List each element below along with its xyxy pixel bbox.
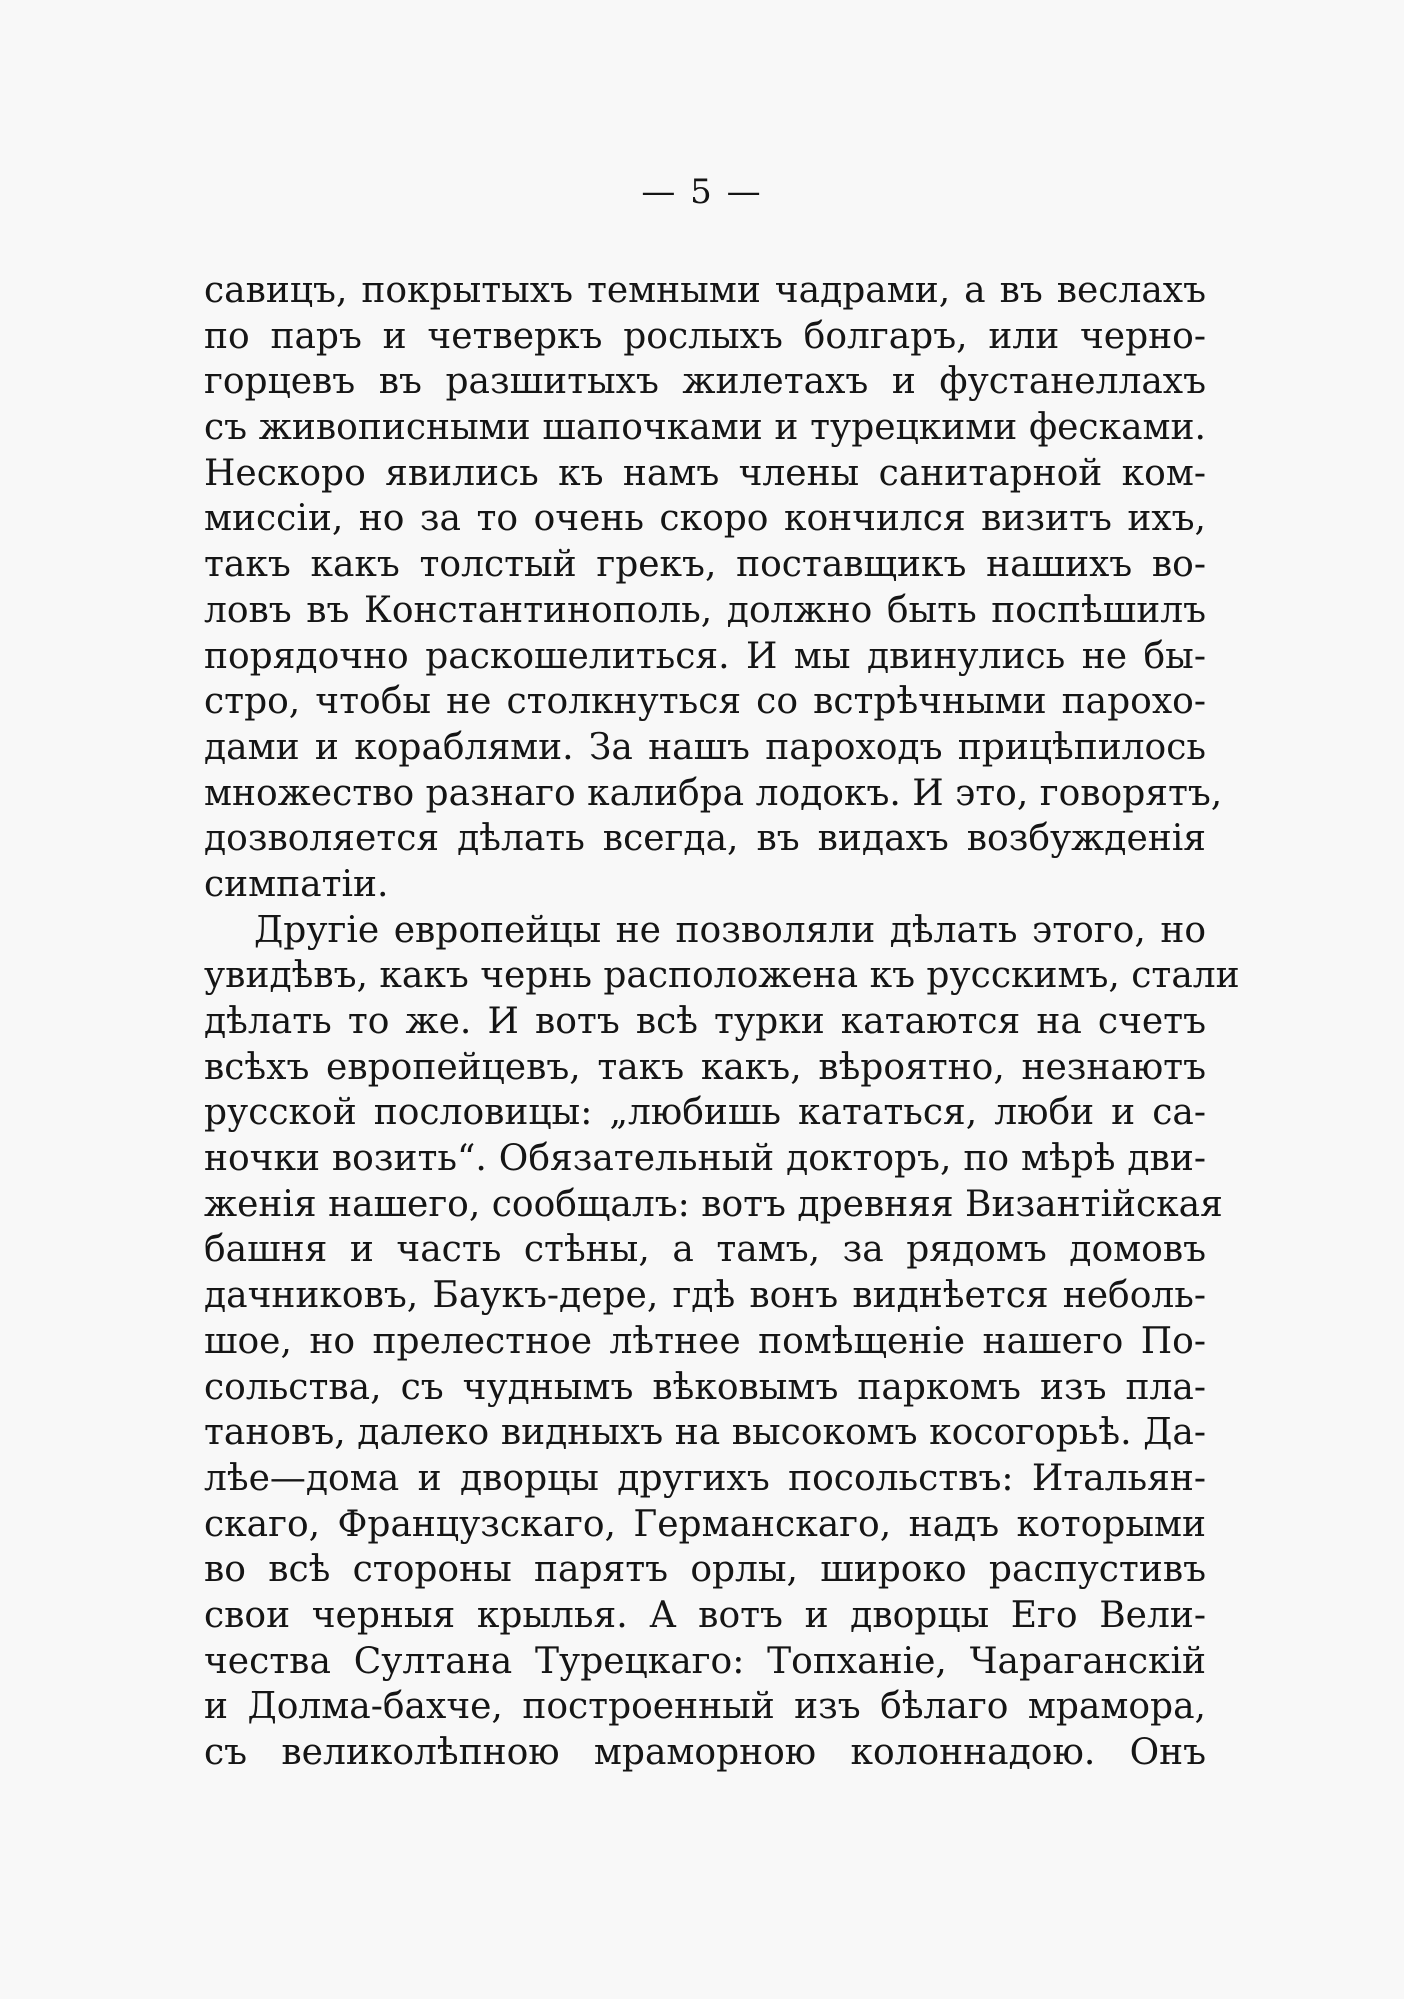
text-line: такъ какъ толстый грекъ, поставщикъ нашихъ во-	[204, 544, 1206, 586]
text-line: съ великолѣпною мраморною колоннадою. Онъ	[204, 1732, 1206, 1773]
text-line: миссіи, но за то очень скоро кончился визитъ ихъ,	[204, 498, 1206, 540]
paragraph-end-line: симпатіи.	[204, 863, 389, 905]
text-line: скаго, Французскаго, Германскаго, надъ которыми	[204, 1503, 1206, 1545]
text-line: русской пословицы: „любишь кататься, люби и са-	[204, 1092, 1206, 1134]
text-line: множество разнаго калибра лодокъ. И это, говорятъ,	[204, 772, 1223, 814]
text-line: сольства, съ чуднымъ вѣковымъ паркомъ изъ пла-	[204, 1366, 1206, 1408]
text-line: женія нашего, сообщалъ: вотъ древняя Византійская	[204, 1183, 1223, 1225]
text-line: башня и часть стѣны, а тамъ, за рядомъ домовъ	[204, 1229, 1206, 1271]
paragraph-start-line: Другіе европейцы не позволяли дѣлать этого, но	[254, 909, 1206, 951]
text-line: и Долма-бахче, построенный изъ бѣлаго мрамора,	[204, 1686, 1206, 1728]
text-line: во всѣ стороны парятъ орлы, широко распустивъ	[204, 1549, 1206, 1591]
text-line: съ живописными шапочками и турецкими фесками.	[204, 407, 1206, 449]
text-line: порядочно раскошелиться. И мы двинулись не бы-	[204, 635, 1206, 677]
text-line: дами и кораблями. За нашъ пароходъ прицѣпилось	[204, 726, 1206, 768]
text-line: савицъ, покрытыхъ темными чадрами, а въ веслахъ	[204, 270, 1206, 311]
text-line: Нескоро явились къ намъ члены санитарной ком-	[204, 452, 1206, 494]
text-line: ночки возить“. Обязательный докторъ, по мѣрѣ дви-	[204, 1138, 1206, 1180]
text-line: чества Султана Турецкаго: Топханіе, Чараганскій	[204, 1640, 1206, 1682]
text-line: по паръ и четверкъ рослыхъ болгаръ, или черно-	[204, 315, 1206, 357]
body-text	[204, 268, 1240, 1776]
text-line: лѣе—дома и дворцы другихъ посольствъ: Итальян-	[204, 1457, 1206, 1499]
text-line: увидѣвъ, какъ чернь расположена къ русскимъ, стали	[204, 955, 1240, 997]
text-line: дозволяется дѣлать всегда, въ видахъ возбужденія	[204, 818, 1206, 860]
text-line: шое, но прелестное лѣтнее помѣщеніе нашего По-	[204, 1320, 1206, 1362]
text-line: тановъ, далеко видныхъ на высокомъ косогорьѣ. Да-	[204, 1412, 1206, 1454]
text-line: ловъ въ Константинополь, должно быть поспѣшилъ	[204, 589, 1206, 631]
text-line: горцевъ въ разшитыхъ жилетахъ и фустанеллахъ	[204, 361, 1206, 403]
text-line: дѣлать то же. И вотъ всѣ турки катаются на счетъ	[204, 1001, 1206, 1042]
text-line: дачниковъ, Баукъ-дере, гдѣ вонъ виднѣется неболь-	[204, 1275, 1206, 1317]
text-line: всѣхъ европейцевъ, такъ какъ, вѣроятно, незнаютъ	[204, 1046, 1206, 1088]
page-number: — 5 —	[641, 172, 763, 212]
text-line: стро, чтобы не столкнуться со встрѣчными парохо-	[204, 681, 1206, 723]
text-line: свои черныя крылья. А вотъ и дворцы Его Вели-	[204, 1594, 1206, 1636]
